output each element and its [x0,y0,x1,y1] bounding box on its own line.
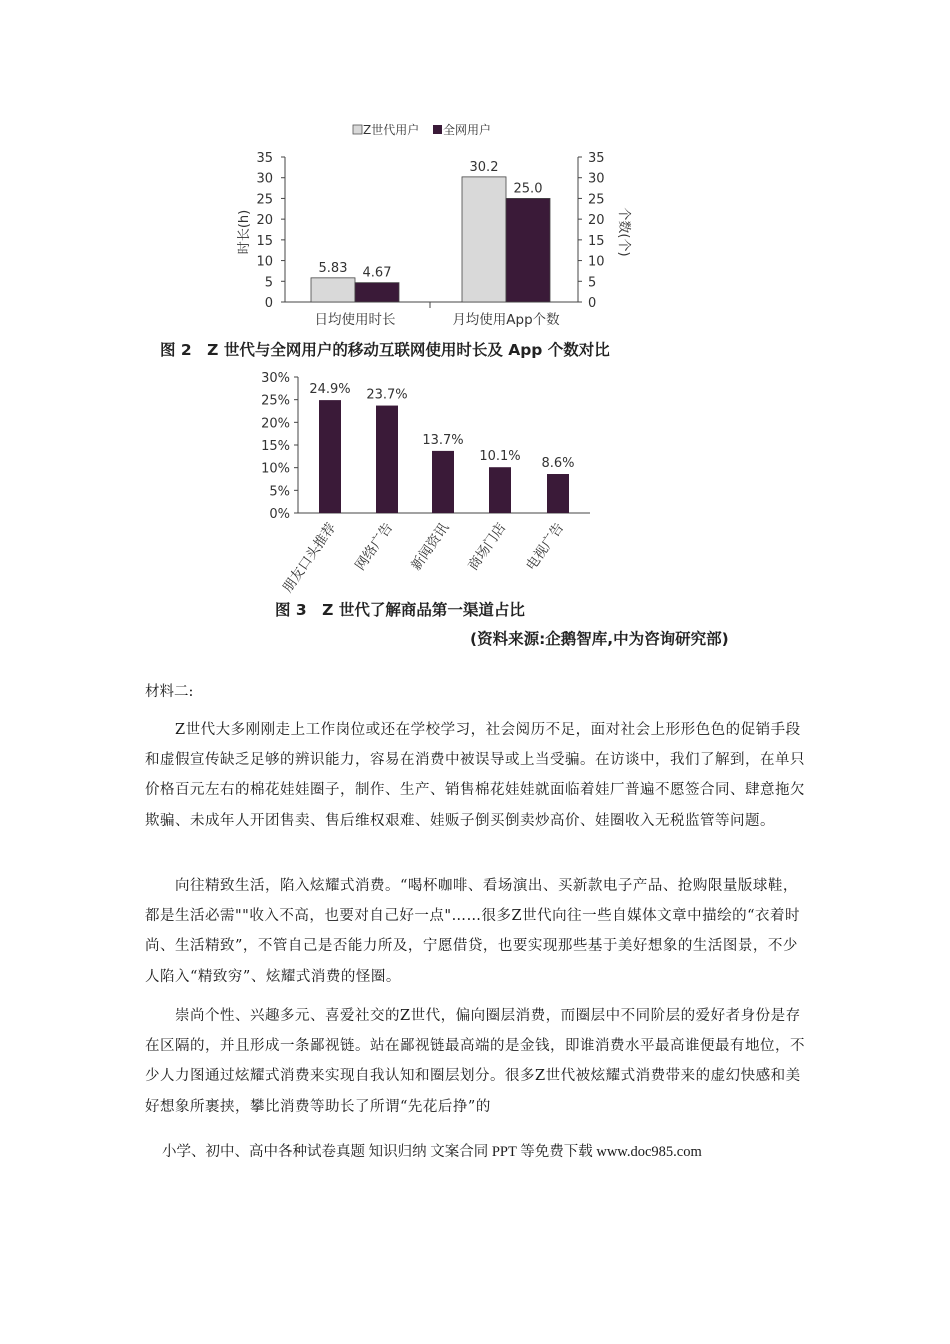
bar-value-label: 4.67 [362,265,392,281]
bar-0 [319,400,341,513]
y-tick-label: 20% [261,416,290,432]
left-tick-label: 25 [256,192,273,208]
category-label: 电视广告 [523,520,568,574]
legend-label-all: 全网用户 [443,123,492,137]
bar-value-label: 30.2 [469,159,499,175]
figure2-caption: 图 2 Z 世代与全网用户的移动互联网使用时长及 App 个数对比 [160,341,610,359]
left-tick-label: 20 [256,213,273,229]
y-tick-label: 15% [261,439,290,454]
category-label: 朋友口头推荐 [279,520,340,596]
left-axis-label: 时长(h) [237,209,252,255]
figure3-source: (资料来源:企鹅智库,中为咨询研究部) [470,630,729,648]
category-label: 新闻资讯 [408,520,453,574]
y-tick-label: 0% [269,507,290,522]
bar-1 [376,406,398,513]
bar-value-label: 5.83 [318,260,348,276]
category-label: 商场门店 [465,520,510,574]
figure3-caption: 图 3 Z 世代了解商品第一渠道占比 [275,601,525,619]
left-tick-label: 10 [256,254,273,270]
bar-2 [432,451,454,513]
left-tick-label: 30 [256,171,273,187]
bar-all-0 [355,283,399,302]
chart-legend [353,122,491,137]
left-tick-label: 0 [264,296,273,311]
y-tick-label: 25% [261,393,290,409]
y-tick-label: 5% [269,484,290,500]
bar-z-0 [311,278,355,302]
legend-label-z: Z世代用户 [363,123,420,137]
y-tick-label: 10% [261,461,290,477]
right-tick-label: 30 [588,171,605,187]
left-tick-label: 15 [256,233,273,249]
bar-value-label: 13.7% [422,432,464,448]
page-footer: 小学、初中、高中各种试卷真题 知识归纳 文案合同 PPT 等免费下载 www.doc985.com [162,1144,702,1160]
bar-all-1 [506,198,550,302]
right-tick-label: 0 [588,296,597,311]
right-tick-label: 35 [588,151,605,166]
bar-value-label: 23.7% [366,387,408,403]
figure2-chart [0,0,950,340]
bar-value-label: 24.9% [309,382,351,398]
right-tick-label: 10 [588,254,605,270]
right-tick-label: 15 [588,233,605,249]
section-label: 材料二: [145,684,194,700]
paragraph-2: 向往精致生活，陷入炫耀式消费。“喝杯咖啡、看场演出、买新款电子产品、抢购限量版球鞋，都是生活必需""收入不高，也要对自己好一点"……很多Z世代向往一些自媒体文章中描绘的“衣着时尚、生活精致”，不管自己是否能力所及，宁愿借贷，也要实现那些基于美好想象的生活图景，不少人陷入“精致穷”、炫耀式消费的怪圈。 [145,878,800,985]
figure3-chart [0,360,950,620]
bar-value-label: 25.0 [513,181,543,197]
right-tick-label: 20 [588,213,605,229]
legend-swatch-z [353,125,362,134]
left-tick-label: 35 [256,151,273,166]
bar-value-label: 8.6% [541,456,575,472]
right-axis-label: 个数(个) [616,207,631,257]
legend-swatch-all [433,125,442,134]
bar-3 [489,467,511,513]
paragraph-1: Z世代大多刚刚走上工作岗位或还在学校学习，社会阅历不足，面对社会上形形色色的促销手段和虚假宣传缺乏足够的辨识能力，容易在消费中被误导或上当受骗。在访谈中，我们了解到，在单只价格百元左右的棉花娃娃圈子，制作、生产、销售棉花娃娃就面临着娃厂普遍不愿签合同、肆意拖欠欺骗、未成年人开团售卖、售后维权艰难、娃贩子倒买倒卖炒高价、娃圈收入无税监管等问题。 [145,722,805,829]
bar-value-label: 10.1% [479,449,521,465]
y-tick-label: 30% [261,371,290,386]
right-tick-label: 25 [588,192,605,208]
paragraph-3: 崇尚个性、兴趣多元、喜爱社交的Z世代，偏向圈层消费，而圈层中不同阶层的爱好者身份是存在区隔的，并且形成一条鄙视链。站在鄙视链最高端的是金钱，即谁消费水平最高谁便最有地位，不少人力图通过炫耀式消费来实现自我认知和圈层划分。很多Z世代被炫耀式消费带来的虚幻快感和美好想象所裹挟，攀比消费等助长了所谓“先花后挣”的 [145,1008,805,1115]
right-tick-label: 5 [588,275,597,291]
category-label: 月均使用App个数 [452,312,560,328]
left-tick-label: 5 [264,275,273,291]
bar-4 [547,474,569,513]
category-label: 网络广告 [352,520,397,574]
bar-z-1 [462,177,506,302]
category-label: 日均使用时长 [314,312,396,328]
